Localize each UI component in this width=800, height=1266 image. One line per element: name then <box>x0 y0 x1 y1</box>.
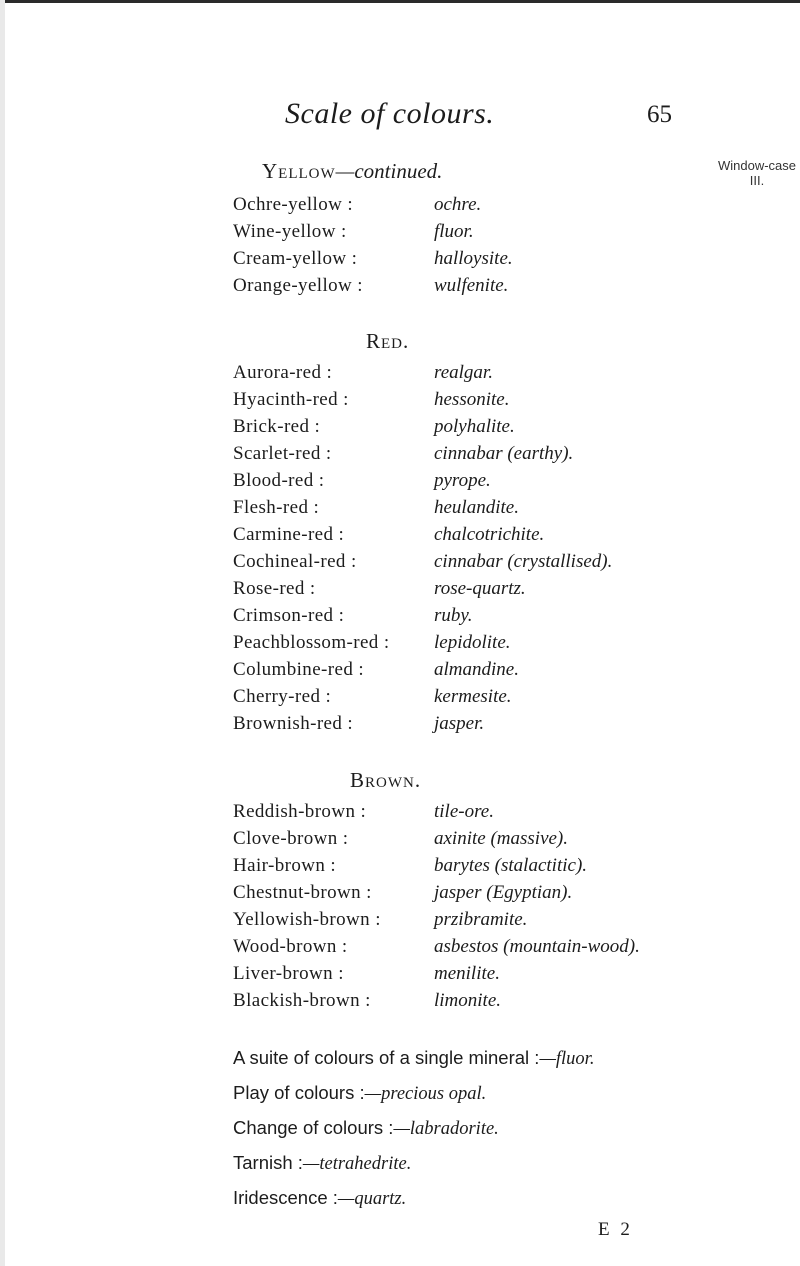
footnote-label: Tarnish : <box>233 1152 303 1173</box>
colour-name: Reddish-brown : <box>233 801 367 822</box>
footnote-line <box>233 1047 594 1070</box>
section-title-yellow <box>262 159 442 184</box>
colour-name: Hair-brown : <box>233 855 337 876</box>
mineral-name: halloysite. <box>434 248 513 269</box>
mineral-name: fluor. <box>434 221 474 242</box>
section-title-brown: Brown. <box>350 768 422 792</box>
mineral-name: cinnabar (earthy). <box>434 443 574 464</box>
colour-name: Ochre-yellow : <box>233 194 354 215</box>
colour-name: Cochineal-red : <box>233 551 357 572</box>
colour-name: Cherry-red : <box>233 686 332 707</box>
mineral-name: axinite (massive). <box>434 828 569 849</box>
mineral-name: barytes (stalactitic). <box>434 855 588 876</box>
page-number: 65 <box>647 101 672 128</box>
colour-name: Blood-red : <box>233 470 325 491</box>
colour-name: Liver-brown : <box>233 963 344 984</box>
signature-mark: E 2 <box>598 1219 633 1240</box>
colour-name: Brick-red : <box>233 416 321 437</box>
mineral-name: chalcotrichite. <box>434 524 545 545</box>
footnote-line <box>233 1117 499 1140</box>
colour-name: Scarlet-red : <box>233 443 332 464</box>
footnote-label: A suite of colours of a single mineral : <box>233 1047 540 1068</box>
colour-name: Columbine-red : <box>233 659 365 680</box>
page-top-border <box>0 0 800 3</box>
footnote-value: —precious opal. <box>364 1084 487 1104</box>
colour-name: Orange-yellow : <box>233 275 363 296</box>
mineral-name: rose-quartz. <box>434 578 526 599</box>
mineral-name: jasper (Egyptian). <box>434 882 573 903</box>
footnote-line <box>233 1187 406 1210</box>
footnote-value: —quartz. <box>337 1189 407 1209</box>
colour-name: Aurora-red : <box>233 362 333 383</box>
mineral-name: kermesite. <box>434 686 512 707</box>
colour-name: Hyacinth-red : <box>233 389 349 410</box>
section-title-red: Red. <box>366 329 410 353</box>
colour-name: Yellowish-brown : <box>233 909 381 930</box>
colour-name: Carmine-red : <box>233 524 345 545</box>
mineral-name: tile-ore. <box>434 801 494 822</box>
colour-name: Peachblossom-red : <box>233 632 390 653</box>
mineral-name: almandine. <box>434 659 519 680</box>
section-subtitle: —continued. <box>335 159 443 183</box>
footnote-value: —tetrahedrite. <box>302 1154 412 1174</box>
colour-name: Wood-brown : <box>233 936 348 957</box>
footnote-line <box>233 1152 411 1175</box>
section-title-text: Yellow <box>262 159 336 183</box>
colour-name: Wine-yellow : <box>233 221 347 242</box>
mineral-name: heulandite. <box>434 497 519 518</box>
mineral-name: ruby. <box>434 605 473 626</box>
running-title: Scale of colours. <box>285 97 495 130</box>
colour-name: Blackish-brown : <box>233 990 371 1011</box>
mineral-name: lepidolite. <box>434 632 511 653</box>
colour-name: Clove-brown : <box>233 828 349 849</box>
colour-name: Chestnut-brown : <box>233 882 372 903</box>
footnote-value: —labradorite. <box>393 1119 499 1139</box>
colour-name: Flesh-red : <box>233 497 320 518</box>
footnote-label: Iridescence : <box>233 1187 338 1208</box>
mineral-name: ochre. <box>434 194 482 215</box>
mineral-name: polyhalite. <box>434 416 515 437</box>
mineral-name: przibramite. <box>434 909 528 930</box>
mineral-name: realgar. <box>434 362 493 383</box>
mineral-name: asbestos (mountain-wood). <box>434 936 640 957</box>
page-left-shadow <box>0 0 5 1266</box>
mineral-name: wulfenite. <box>434 275 509 296</box>
colour-name: Crimson-red : <box>233 605 345 626</box>
footnote-line <box>233 1082 486 1105</box>
mineral-name: hessonite. <box>434 389 510 410</box>
mineral-name: menilite. <box>434 963 500 984</box>
colour-name: Cream-yellow : <box>233 248 358 269</box>
mineral-name: jasper. <box>434 713 485 734</box>
footnote-value: —fluor. <box>539 1049 595 1069</box>
mineral-name: limonite. <box>434 990 502 1011</box>
margin-note: Window-case III. <box>717 158 797 188</box>
footnote-label: Play of colours : <box>233 1082 365 1103</box>
colour-name: Rose-red : <box>233 578 316 599</box>
mineral-name: pyrope. <box>434 470 491 491</box>
footnote-label: Change of colours : <box>233 1117 394 1138</box>
mineral-name: cinnabar (crystallised). <box>434 551 613 572</box>
colour-name: Brownish-red : <box>233 713 354 734</box>
